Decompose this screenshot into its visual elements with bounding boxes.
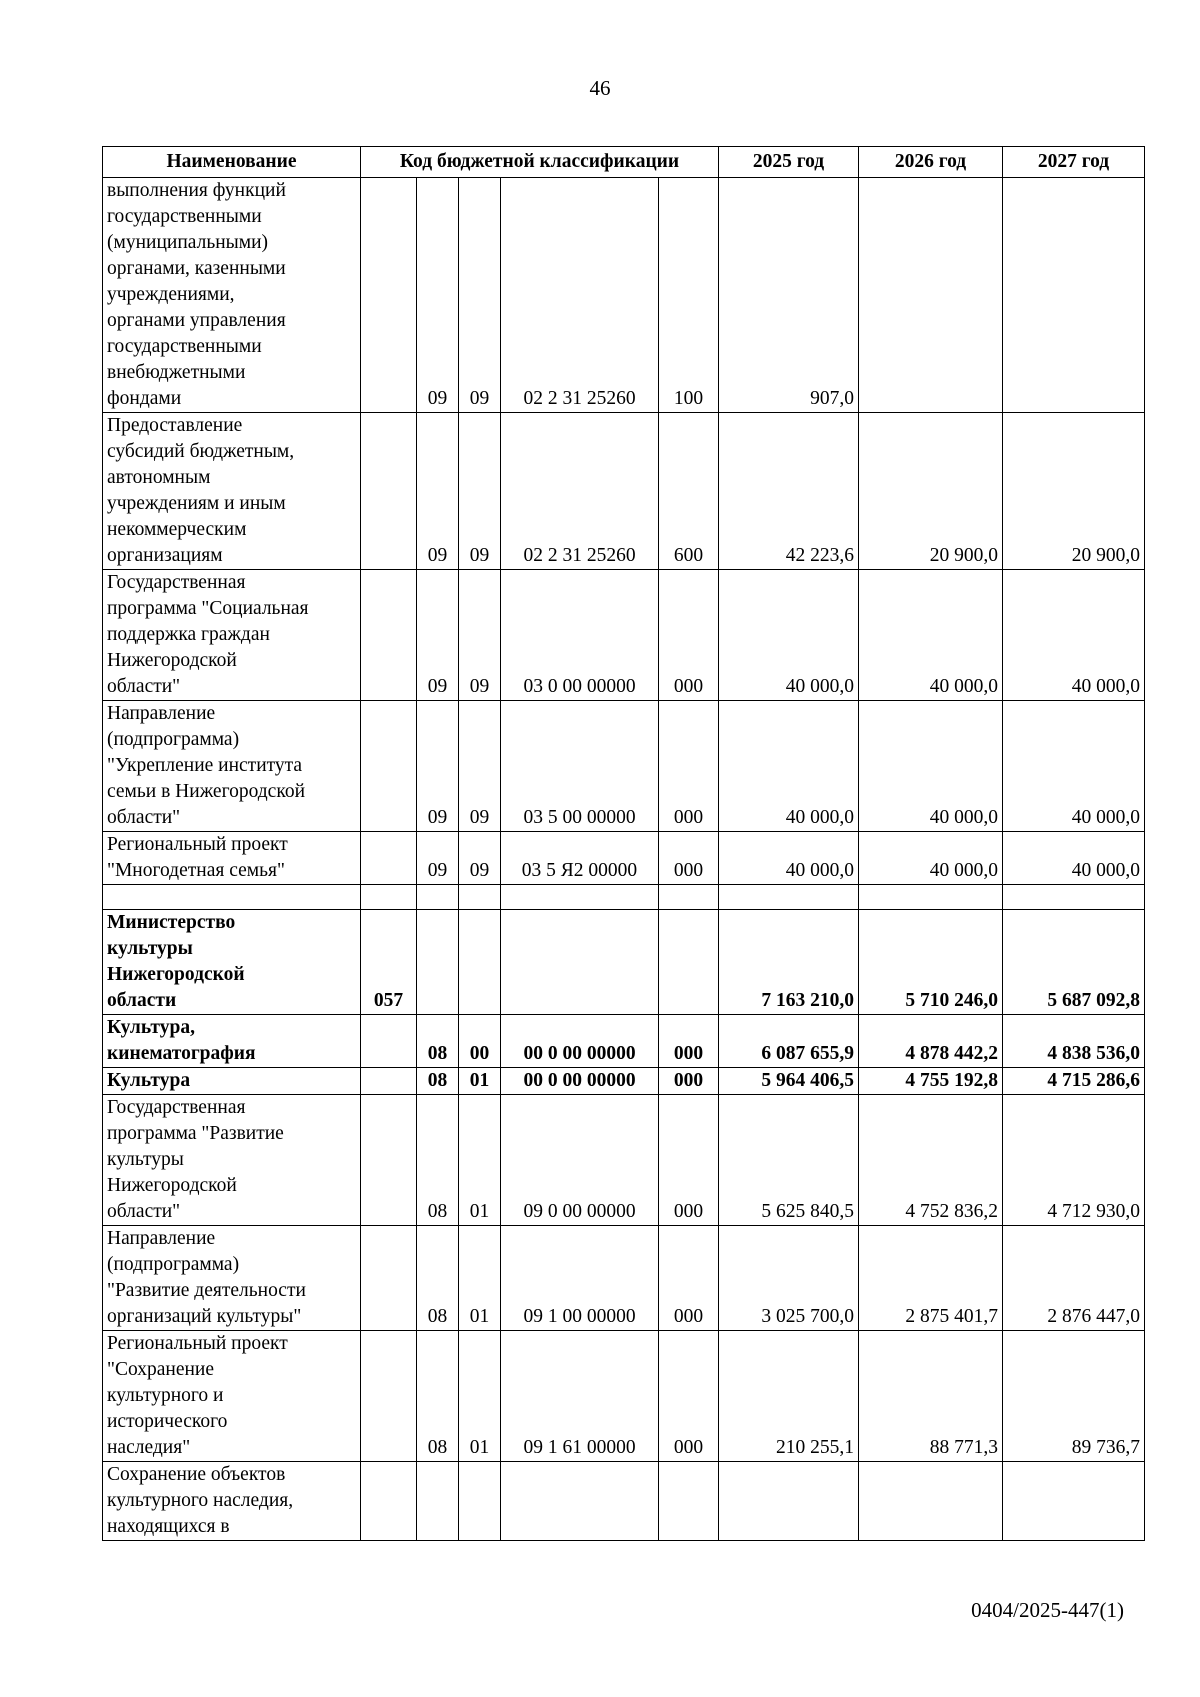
code-subsection: 09 [459,832,501,885]
row-name-line: находящихся в [107,1516,230,1537]
row-name-line: органами, казенными [107,258,286,279]
amount-2025: 3 025 700,0 [719,1226,859,1331]
row-name-line: культуры [107,1149,184,1170]
code-expense-type: 000 [659,570,719,701]
table-row [103,1331,1145,1462]
table-header-row [103,147,1145,178]
empty-cell [459,885,501,910]
code-expense-type: 000 [659,1331,719,1462]
row-name-line: программа "Социальная [107,598,309,619]
amount-2027: 4 715 286,6 [1003,1068,1145,1095]
amount-2026: 40 000,0 [859,570,1003,701]
document-code: 0404/2025-447(1) [971,1598,1124,1622]
amount-2025: 5 964 406,5 [719,1068,859,1095]
table-row [103,910,1145,1015]
row-name-line: организациям [107,545,223,566]
amount-2027: 40 000,0 [1003,701,1145,832]
table-row [103,701,1145,832]
code-admin [361,178,417,413]
amount-2026: 5 710 246,0 [859,910,1003,1015]
row-name-line: Государственная [107,572,246,593]
spacer-row [103,885,1145,910]
amount-2026: 20 900,0 [859,413,1003,570]
code-section [417,910,459,1015]
row-name-line: субсидий бюджетным, [107,441,295,462]
row-name [103,701,361,832]
row-name-line: "Укрепление института [107,755,303,776]
row-name-line: Предоставление [107,415,243,436]
table-row [103,1226,1145,1331]
code-section: 08 [417,1331,459,1462]
amount-2025: 40 000,0 [719,832,859,885]
amount-2026: 88 771,3 [859,1331,1003,1462]
row-name-line: поддержка граждан [107,624,270,645]
amount-2025: 42 223,6 [719,413,859,570]
row-name-line: Сохранение объектов [107,1464,286,1485]
row-name [103,1095,361,1226]
code-target: 03 5 00 00000 [501,701,659,832]
empty-cell [501,885,659,910]
row-name-line: исторического [107,1411,228,1432]
row-name [103,178,361,413]
row-name-line: организаций культуры" [107,1306,302,1327]
budget-table [102,146,1145,1541]
code-admin [361,1015,417,1068]
code-expense-type [659,910,719,1015]
amount-2027 [1003,178,1145,413]
row-name-line: Региональный проект [107,834,288,855]
page-number: 46 [589,76,611,100]
empty-cell [1003,885,1145,910]
code-subsection [459,1462,501,1541]
header-code: Код бюджетной классификации [361,147,719,178]
amount-2025: 7 163 210,0 [719,910,859,1015]
code-expense-type: 000 [659,1226,719,1331]
amount-2025: 210 255,1 [719,1331,859,1462]
table-row [103,570,1145,701]
table-row [103,1015,1145,1068]
code-expense-type: 000 [659,1015,719,1068]
row-name-line: Направление [107,1228,216,1249]
row-name [103,1331,361,1462]
code-subsection: 09 [459,413,501,570]
code-subsection: 01 [459,1068,501,1095]
amount-2026: 2 875 401,7 [859,1226,1003,1331]
row-name-line: (подпрограмма) [107,1254,240,1275]
amount-2025 [719,1462,859,1541]
empty-cell [417,885,459,910]
row-name-line: Культура [107,1070,191,1091]
code-admin [361,701,417,832]
row-name-line: государственными [107,336,262,357]
amount-2027: 2 876 447,0 [1003,1226,1145,1331]
row-name-line: кинематография [107,1043,256,1064]
row-name-line: области" [107,1201,181,1222]
code-target: 03 0 00 00000 [501,570,659,701]
row-name [103,832,361,885]
code-target: 09 1 00 00000 [501,1226,659,1331]
row-name-line: области" [107,676,181,697]
amount-2026: 40 000,0 [859,832,1003,885]
header-name: Наименование [103,147,361,178]
code-subsection: 09 [459,570,501,701]
code-section: 09 [417,178,459,413]
amount-2026 [859,1462,1003,1541]
code-admin [361,1462,417,1541]
row-name-line: фондами [107,388,182,409]
code-expense-type: 100 [659,178,719,413]
row-name-line: "Многодетная семья" [107,860,285,881]
empty-cell [719,885,859,910]
code-section: 08 [417,1095,459,1226]
table-row [103,413,1145,570]
code-expense-type [659,1462,719,1541]
code-target: 02 2 31 25260 [501,413,659,570]
code-section: 09 [417,701,459,832]
code-section: 09 [417,413,459,570]
code-section: 08 [417,1015,459,1068]
amount-2025: 5 625 840,5 [719,1095,859,1226]
amount-2026: 4 752 836,2 [859,1095,1003,1226]
row-name [103,1462,361,1541]
row-name-line: "Развитие деятельности [107,1280,306,1301]
amount-2027 [1003,1462,1145,1541]
row-name-line: органами управления [107,310,286,331]
row-name [103,413,361,570]
code-target [501,910,659,1015]
row-name [103,910,361,1015]
row-name [103,1068,361,1095]
row-name-line: автономным [107,467,211,488]
code-admin [361,1226,417,1331]
row-name-line: Нижегородской [107,964,245,985]
amount-2027: 89 736,7 [1003,1331,1145,1462]
table-row [103,1068,1145,1095]
amount-2026: 40 000,0 [859,701,1003,832]
code-target: 09 0 00 00000 [501,1095,659,1226]
code-admin [361,832,417,885]
table-body [103,178,1145,1541]
row-name-line: культурного и [107,1385,224,1406]
amount-2026: 4 878 442,2 [859,1015,1003,1068]
amount-2025: 907,0 [719,178,859,413]
amount-2026: 4 755 192,8 [859,1068,1003,1095]
row-name-line: учреждениями, [107,284,235,305]
empty-cell [659,885,719,910]
row-name-line: семьи в Нижегородской [107,781,306,802]
row-name-line: (подпрограмма) [107,729,240,750]
row-name-line: государственными [107,206,262,227]
row-name-line: наследия" [107,1437,191,1458]
code-expense-type: 600 [659,413,719,570]
row-name-line: Направление [107,703,216,724]
amount-2025: 40 000,0 [719,701,859,832]
amount-2025: 40 000,0 [719,570,859,701]
table-row [103,832,1145,885]
code-subsection: 01 [459,1331,501,1462]
code-target: 00 0 00 00000 [501,1015,659,1068]
code-expense-type: 000 [659,1068,719,1095]
row-name-line: Министерство [107,912,236,933]
amount-2026 [859,178,1003,413]
row-name-line: выполнения функций [107,180,286,201]
row-name-line: программа "Развитие [107,1123,284,1144]
header-2026: 2026 год [859,147,1003,178]
code-section: 09 [417,570,459,701]
code-admin [361,1068,417,1095]
table-row [103,1095,1145,1226]
table-row [103,178,1145,413]
table-row [103,1462,1145,1541]
code-admin [361,570,417,701]
amount-2027: 4 712 930,0 [1003,1095,1145,1226]
row-name [103,1226,361,1331]
code-subsection [459,910,501,1015]
code-section [417,1462,459,1541]
code-section: 08 [417,1226,459,1331]
row-name-line: культурного наследия, [107,1490,294,1511]
code-section: 08 [417,1068,459,1095]
code-target: 00 0 00 00000 [501,1068,659,1095]
row-name-line: области [107,990,177,1011]
header-2025: 2025 год [719,147,859,178]
empty-cell [103,885,361,910]
code-subsection: 09 [459,178,501,413]
code-target [501,1462,659,1541]
row-name-line: культуры [107,938,193,959]
code-subsection: 09 [459,701,501,832]
code-subsection: 00 [459,1015,501,1068]
row-name-line: (муниципальными) [107,232,269,253]
code-admin [361,413,417,570]
row-name-line: Региональный проект [107,1333,288,1354]
code-section: 09 [417,832,459,885]
row-name [103,570,361,701]
row-name-line: Нижегородской [107,650,237,671]
row-name-line: Нижегородской [107,1175,237,1196]
row-name-line: "Сохранение [107,1359,215,1380]
amount-2025: 6 087 655,9 [719,1015,859,1068]
amount-2027: 40 000,0 [1003,832,1145,885]
code-expense-type: 000 [659,1095,719,1226]
code-target: 09 1 61 00000 [501,1331,659,1462]
code-expense-type: 000 [659,832,719,885]
code-target: 02 2 31 25260 [501,178,659,413]
amount-2027: 20 900,0 [1003,413,1145,570]
row-name-line: внебюджетными [107,362,246,383]
row-name-line: Культура, [107,1017,195,1038]
row-name-line: Государственная [107,1097,246,1118]
row-name-line: некоммерческим [107,519,247,540]
amount-2027: 40 000,0 [1003,570,1145,701]
row-name-line: области" [107,807,181,828]
row-name [103,1015,361,1068]
code-subsection: 01 [459,1226,501,1331]
code-subsection: 01 [459,1095,501,1226]
code-admin [361,1331,417,1462]
header-2027: 2027 год [1003,147,1145,178]
row-name-line: учреждениям и иным [107,493,286,514]
amount-2027: 4 838 536,0 [1003,1015,1145,1068]
code-admin [361,1095,417,1226]
code-target: 03 5 Я2 00000 [501,832,659,885]
amount-2027: 5 687 092,8 [1003,910,1145,1015]
empty-cell [859,885,1003,910]
code-admin: 057 [361,910,417,1015]
code-expense-type: 000 [659,701,719,832]
empty-cell [361,885,417,910]
